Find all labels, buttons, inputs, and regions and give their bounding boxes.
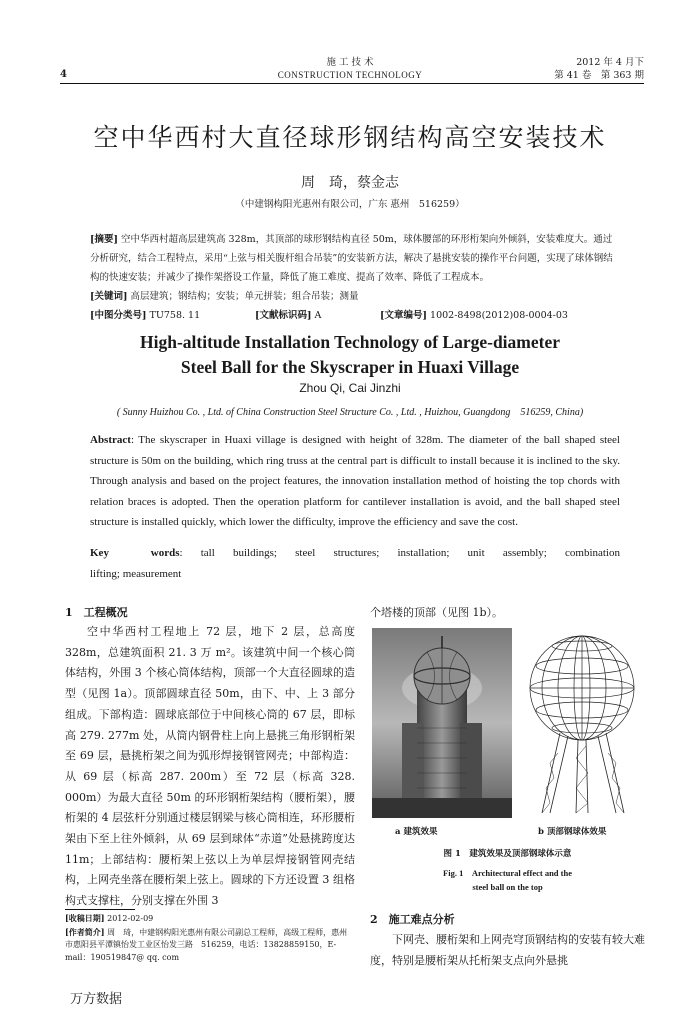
journal-name-en: CONSTRUCTION TECHNOLOGY — [277, 70, 423, 80]
keywords-en-line2: lifting; measurement — [90, 568, 182, 580]
author-bio-label: [作者简介] — [65, 926, 105, 937]
abstract-en-text: : The skyscraper in Huaxi village is designed with height of 328m. The diameter of the ball shaped steel structure is 50m on the building, which ring truss at the central part is difficult to install because it is inclined to the sky. Through analysis and based on the project features, the innovation installation method of hoisting the top chords with relation braces is adopted. Then the operation platform for cantilever installation is avoid, and the ball shaped steel structure is installed quickly, which lower the difficulty, improve the efficiency and save the cost. — [90, 434, 620, 528]
section1-heading: 1 工程概况 — [65, 606, 128, 619]
article-no-value: 1002-8498(2012)08-0004-03 — [430, 310, 568, 321]
authors-en: Zhou Qi, Cai Jinzhi — [299, 381, 401, 395]
section1-body: 空中华西村工程地上 72 层，地下 2 层，总高度 328m，总建筑面积 21. 3 万 m²。该建筑中间一个核心筒体结构，外围 3 个核心筒体结构，顶部一个大直径圆球的造型（见图 1a）。顶部圆球直径 50m，由下、中、上 3 部分组成。下部构造：圆球底部位于中间核心筒的 67 层，即标高 279. 277m 处，从筒内钢骨柱上向上悬挑三角形钢桁架至 69 层，悬挑桁架之间为弧形焊接钢管网壳；中部构造：从 69 层（标高 287. 200m）至 72 层（标高 328. 000m）为最大直径 50m 的环形钢桁架结构（腰桁架），腰桁架的 4 层弦杆分别通过楼层钢梁与核心筒相连，环形腰桁架由下至上往外倾斜，从 69 层到球体“赤道”处悬挑跨度达 11m；上部结构：腰桁架上弦以上为单层焊接钢管网壳结构，上网壳坐落在腰桁架上弦上。圆球的下方还设置 3 组格构式支撑柱，分别支撑在外围 3 — [65, 625, 355, 908]
title-en — [0, 330, 700, 380]
keywords-cn-text: 高层建筑；钢结构；安装；单元拼装；组合吊装；测量 — [130, 291, 359, 302]
figure-1-caption-cn: 图 1 建筑效果及顶部钢球体示意 — [443, 849, 572, 859]
section2-body: 下网壳、腰桁架和上网壳穹顶钢结构的安装有较大难度，特别是腰桁架从托桁架支点向外悬挑 — [370, 933, 645, 967]
keywords-cn — [90, 287, 620, 306]
header-rule — [60, 83, 644, 84]
received-date: 2012-02-09 — [107, 914, 154, 923]
issue-volume: 第 41 卷 第 363 期 — [554, 70, 644, 81]
title-en-line2: Steel Ball for the Skyscraper in Huaxi Village — [180, 357, 520, 377]
abstract-cn — [90, 230, 620, 287]
figure-1b-steel-ball — [520, 628, 645, 818]
building-illustration — [372, 628, 512, 818]
article-no-label: [文章编号] — [380, 310, 427, 321]
abstract-en-label: Abstract — [90, 434, 131, 446]
keywords-en-line1: : tall buildings; steel structures; installation; unit assembly; combination — [179, 547, 620, 559]
affiliation-en: ( Sunny Huizhou Co. , Ltd. of China Construction Steel Structure Co. , Ltd. , Huizhou, Guangdong 516259, China) — [116, 407, 584, 418]
affiliation-cn: （中建钢构阳光惠州有限公司，广东 惠州 516259） — [235, 199, 465, 210]
clc-value: TU758. 11 — [149, 310, 201, 321]
section1-continued: 个塔楼的顶部（见图 1b）。 — [370, 606, 504, 619]
doc-code-label: [文献标识码] — [255, 310, 312, 321]
watermark: 万方数据 — [70, 992, 123, 1007]
journal-name-cn: 施 工 技 术 — [326, 57, 374, 68]
keywords-en — [90, 543, 620, 564]
keywords-cn-label: [关键词] — [90, 291, 128, 302]
page-number: 4 — [60, 69, 67, 80]
issue-info — [554, 56, 644, 82]
clc-label: [中图分类号] — [90, 310, 147, 321]
steel-ball-illustration — [520, 628, 645, 818]
title-en-line1: High-altitude Installation Technology of Large-diameter — [140, 332, 560, 352]
figure-1a-building — [372, 628, 512, 818]
issue-date: 2012 年 4 月下 — [576, 57, 644, 68]
abstract-cn-label: [摘要] — [90, 234, 118, 245]
received-label: [收稿日期] — [65, 913, 105, 923]
section2-heading: 2 施工难点分析 — [370, 913, 455, 926]
footnote — [65, 912, 355, 964]
figure-1a-label: a 建筑效果 — [395, 827, 438, 837]
abstract-en — [90, 430, 620, 533]
figure-1b-label: b 顶部钢球体效果 — [538, 827, 607, 837]
figure-1-caption-en — [370, 866, 645, 894]
figure-1-caption-en-line1: Fig. 1 Architectural effect and the — [443, 868, 572, 878]
doc-code-value: A — [314, 310, 322, 321]
title-cn: 空中华西村大直径球形钢结构高空安装技术 — [93, 123, 607, 152]
classification-row — [90, 306, 620, 325]
author-bio: 周 琦，中建钢构阳光惠州有限公司副总工程师，高级工程师，惠州市惠阳县平潭镇怡发工业区怡发三路 516259，电话：13828859150，E-mail：190519847@ qq. com — [65, 927, 348, 962]
authors-cn: 周 琦，蔡金志 — [301, 175, 399, 191]
footnote-rule — [65, 909, 135, 910]
keywords-en-label: Key words — [90, 547, 180, 559]
abstract-cn-text: 空中华西村超高层建筑高 328m，其顶部的球形钢结构直径 50m，球体腰部的环形桁架向外倾斜，安装难度大。通过分析研究，结合工程特点，采用“上弦与相关腹杆组合吊装”的安装新方法，解决了悬挑安装的操作平台问题，实现了球体钢结构的快速安装；并减少了操作架搭设工作量，降低了施工难度、提高了效率、降低了工程成本。 — [90, 234, 613, 283]
figure-1-caption-en-line2: steel ball on the top — [472, 882, 543, 892]
